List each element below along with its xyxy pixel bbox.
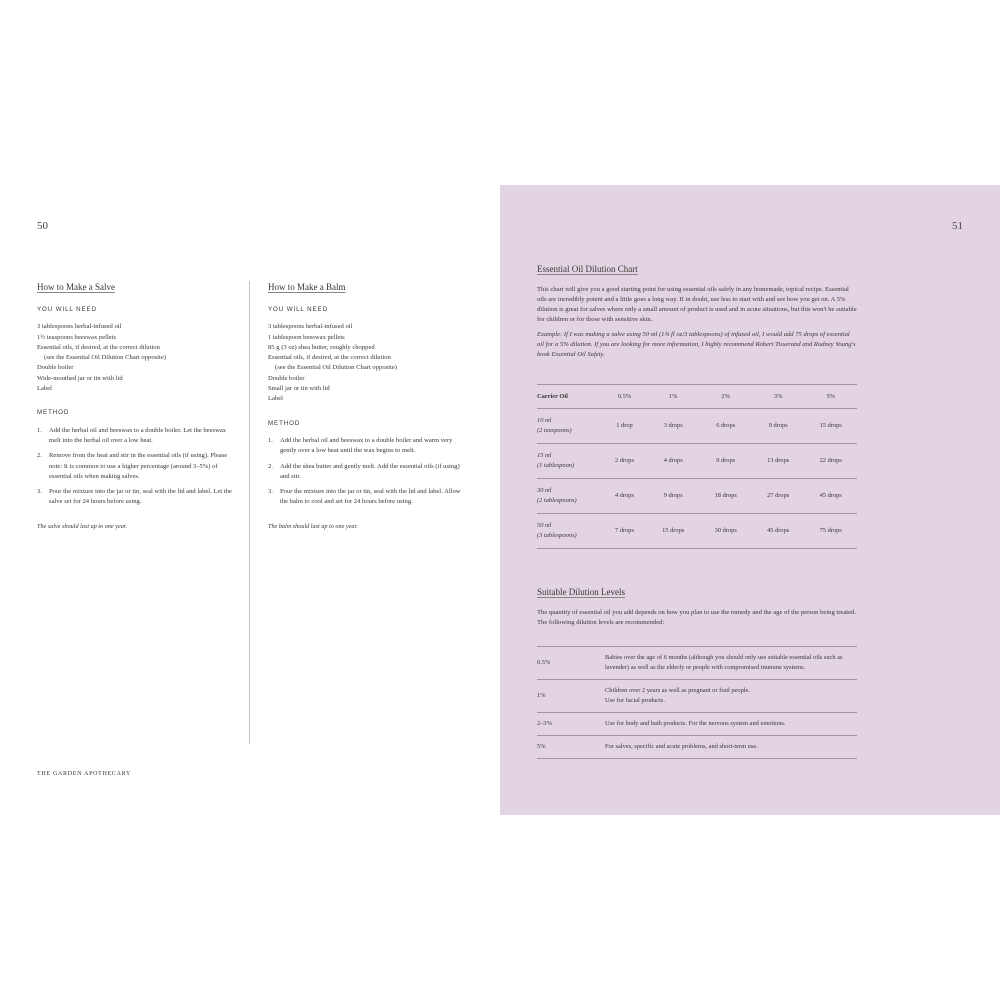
table-cell: 2 drops — [602, 444, 647, 479]
carrier-amount: 15 ml — [537, 452, 552, 459]
step-text: Add the shea butter and gently melt. Add the essential oils (if using) and stir. — [280, 462, 460, 480]
carrier-measure: (2 teaspoons) — [537, 427, 572, 434]
level-value: 1% — [537, 680, 605, 713]
step-text: Pour the mixture into the jar or tin, seal with the lid and label. Allow the balm to cool and set for 24 hours before using. — [280, 488, 461, 506]
table-cell: 9 drops — [752, 409, 805, 444]
step-number: 3. — [268, 488, 273, 496]
level-description-line: Use for body and bath products. For the nervous system and emotions. — [605, 720, 786, 727]
table-cell: 45 drops — [804, 479, 857, 514]
carrier-cell — [537, 409, 602, 444]
carrier-cell — [537, 444, 602, 479]
step-number: 3. — [37, 488, 42, 496]
step-number: 2. — [268, 462, 273, 470]
example-paragraph: Example: If I was making a salve using 50 ml (1¾ fl oz/3 tablespoons) of infused oil, I would add 75 drops of essential oil for a 5% dilution. If you are looking for more information, I highly recommend Robert Tisserand and Rodney Young's book Essential Oil Safety. — [537, 331, 856, 358]
table-row — [537, 713, 857, 736]
level-description-line: For salves, specific and acute problems, and short-term use. — [605, 743, 758, 750]
ingredient: 3 tablespoons herbal-infused oil — [268, 323, 353, 331]
table-cell: 27 drops — [752, 479, 805, 514]
table-cell: 22 drops — [804, 444, 857, 479]
table-row — [537, 736, 857, 759]
table-cell: 4 drops — [602, 479, 647, 514]
column-header: 5% — [804, 385, 857, 409]
balm-you-will-need-label: YOU WILL NEED — [268, 306, 328, 313]
table-cell: 9 drops — [699, 444, 752, 479]
column-header: Carrier Oil — [537, 385, 602, 409]
balm-ingredients — [268, 322, 468, 404]
levels-intro: The quantity of essential oil you add depends on how you plan to use the remedy and the age of the person being treated. The following dilution levels are recommended: — [537, 609, 856, 626]
method-step — [37, 487, 232, 508]
ingredient: Essential oils, if desired, at the correct dilution — [37, 343, 160, 351]
column-header: 3% — [752, 385, 805, 409]
carrier-amount: 50 ml — [537, 522, 552, 529]
ingredient: Essential oils, if desired, at the correct dilution — [268, 354, 391, 362]
table-row — [537, 647, 857, 680]
carrier-measure: (1 tablespoon) — [537, 462, 575, 469]
ingredient: Wide-mouthed jar or tin with lid — [37, 374, 123, 382]
level-description — [605, 736, 857, 759]
ingredient: (see the Essential Oil Dilution Chart opposite) — [275, 364, 397, 372]
balm-note: The balm should last up to one year. — [268, 522, 358, 530]
table-cell: 4 drops — [647, 444, 700, 479]
table-row — [537, 514, 857, 549]
right-page — [500, 185, 1000, 815]
balm-method-list — [268, 436, 468, 508]
carrier-cell — [537, 479, 602, 514]
balm-title: How to Make a Balm — [268, 282, 346, 292]
step-number: 2. — [37, 452, 42, 460]
dilution-levels-table — [537, 646, 857, 759]
salve-ingredients — [37, 322, 232, 394]
salve-column — [37, 281, 232, 532]
ingredient: (see the Essential Oil Dilution Chart opposite) — [44, 354, 166, 362]
step-number: 1. — [37, 426, 42, 434]
table-cell: 75 drops — [804, 514, 857, 549]
table-cell: 3 drops — [647, 409, 700, 444]
method-step — [37, 426, 232, 447]
table-row — [537, 680, 857, 713]
ingredient: 1 tablespoon beeswax pellets — [268, 333, 345, 341]
ingredient: Label — [268, 395, 284, 403]
level-description-line: Babies over the age of 6 months (although you should only use suitable essential oils such as lavender) as well as the elderly or people with compromised immune systems. — [605, 654, 843, 671]
table-cell: 30 drops — [699, 514, 752, 549]
step-text: Pour the mixture into the jar or tin, seal with the lid and label. Let the salve set for 24 hours before using. — [49, 488, 232, 506]
carrier-cell — [537, 514, 602, 549]
ingredient: 3 tablespoons herbal-infused oil — [37, 323, 122, 331]
level-description — [605, 713, 857, 736]
ingredient: Double boiler — [268, 374, 305, 382]
table-header-row — [537, 385, 857, 409]
page-number-right: 51 — [952, 220, 963, 232]
intro-paragraph: This chart will give you a good starting point for using essential oils safely in any homemade, topical recipe. Essential oils are incredibly potent and a little goes a long way. If in doubt, use less to start with and see how you get on. A 5% dilution is great for salves where only a small amount of product is used and in acute situations, but this won't be suitable for children or for those with sensitive skin. — [537, 286, 857, 323]
ingredient: Label — [37, 385, 53, 393]
salve-title: How to Make a Salve — [37, 282, 115, 292]
carrier-measure: (2 tablespoons) — [537, 497, 577, 504]
method-step — [268, 487, 468, 508]
salve-method-label: METHOD — [37, 409, 70, 417]
table-cell: 1 drop — [602, 409, 647, 444]
column-header: 0.5% — [602, 385, 647, 409]
table-cell: 15 drops — [647, 514, 700, 549]
step-text: Add the herbal oil and beeswax to a double boiler. Let the beeswax melt into the herbal oil over a low heat. — [49, 426, 227, 444]
table-row — [537, 479, 857, 514]
ingredient: 85 g (3 oz) shea butter, roughly chopped — [268, 343, 375, 351]
table-cell: 18 drops — [699, 479, 752, 514]
column-header: 2% — [699, 385, 752, 409]
level-description — [605, 680, 857, 713]
carrier-measure: (3 tablespoons) — [537, 532, 577, 539]
ingredient: 1½ teaspoons beeswax pellets — [37, 333, 117, 341]
ingredient: Double boiler — [37, 364, 74, 372]
level-description-line: Children over 2 years as well as pregnant or frail people. — [605, 687, 750, 694]
left-page — [0, 185, 500, 815]
dilution-content — [537, 263, 857, 759]
column-header: 1% — [647, 385, 700, 409]
table-row — [537, 444, 857, 479]
dilution-intro — [537, 285, 857, 360]
step-number: 1. — [268, 436, 273, 444]
table-cell: 6 drops — [699, 409, 752, 444]
level-description — [605, 647, 857, 680]
salve-method-list — [37, 426, 232, 508]
method-step — [37, 451, 232, 482]
table-cell: 9 drops — [647, 479, 700, 514]
method-step — [268, 462, 468, 483]
balm-column — [268, 281, 468, 532]
level-value: 2–3% — [537, 713, 605, 736]
dilution-chart-title: Essential Oil Dilution Chart — [537, 264, 638, 274]
balm-method-label: METHOD — [268, 419, 301, 427]
carrier-amount: 30 ml — [537, 487, 552, 494]
table-cell: 7 drops — [602, 514, 647, 549]
table-cell: 45 drops — [752, 514, 805, 549]
step-text: Add the herbal oil and beeswax to a double boiler and warm very gently over a low heat until the wax begins to melt. — [280, 436, 453, 455]
carrier-amount: 10 ml — [537, 417, 552, 424]
table-cell: 15 drops — [804, 409, 857, 444]
column-divider — [249, 281, 250, 744]
table-row — [537, 409, 857, 444]
level-description-line: Use for facial products. — [605, 697, 665, 704]
salve-note: The salve should last up to one year. — [37, 522, 128, 530]
level-value: 5% — [537, 736, 605, 759]
level-value: 0.5% — [537, 647, 605, 680]
ingredient: Small jar or tin with lid — [268, 385, 330, 393]
table-cell: 13 drops — [752, 444, 805, 479]
dilution-levels-title: Suitable Dilution Levels — [537, 587, 625, 597]
page-number-left: 50 — [37, 220, 48, 232]
dilution-table — [537, 384, 857, 549]
salve-you-will-need-label: YOU WILL NEED — [37, 306, 97, 313]
running-footer: THE GARDEN APOTHECARY — [37, 771, 132, 777]
method-step — [268, 436, 468, 457]
step-text: Remove from the heat and stir in the essential oils (if using). Please note: It is common to use a higher percentage (around 3–5%) of essential oils when making salves. — [49, 452, 228, 480]
